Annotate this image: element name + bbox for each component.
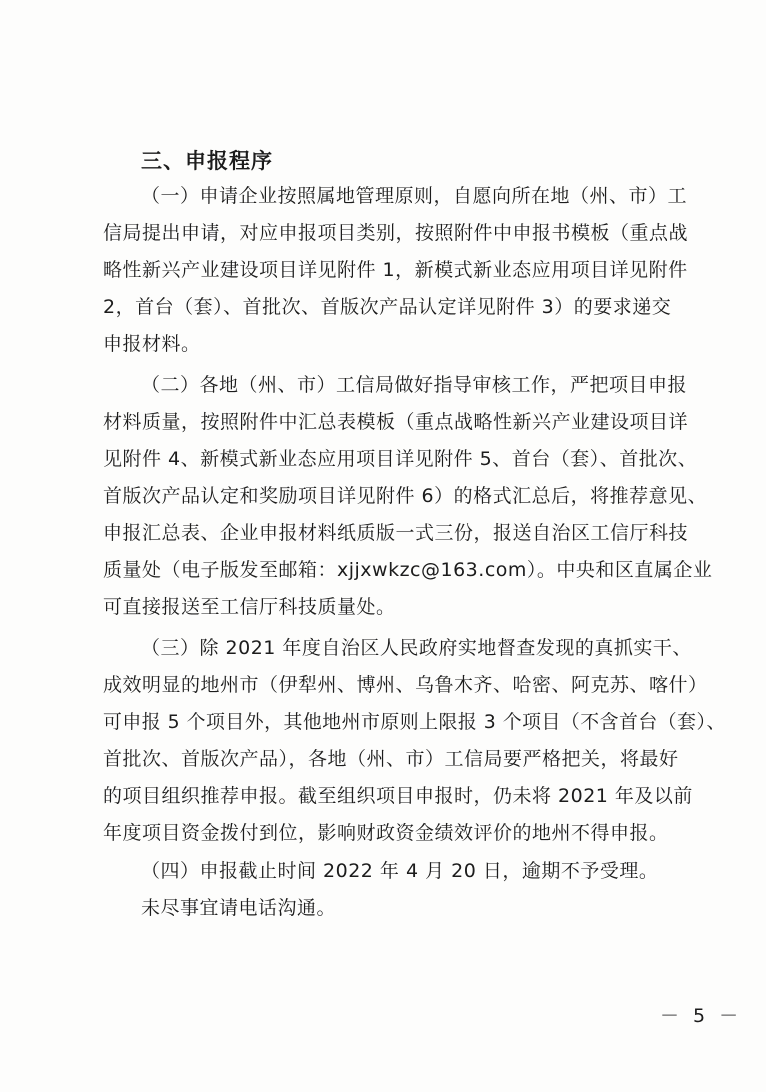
paragraph-1-line-3: 略性新兴产业建设项目详见附件 1，新模式新业态应用项目详见附件 (103, 259, 688, 281)
paragraph-2-line-5: 申报汇总表、企业申报材料纸质版一式三份，报送自治区工信厅科技 (103, 522, 689, 544)
paragraph-2-line-3: 见附件 4、新模式新业态应用项目详见附件 5、首台（套）、首批次、 (103, 448, 698, 470)
paragraph-3-line-5: 的项目组织推荐申报。截至组织项目申报时，仍未将 2021 年及以前 (103, 785, 693, 807)
paragraph-3-line-1: （三）除 2021 年度自治区人民政府实地督查发现的真抓实干、 (141, 637, 692, 659)
paragraph-3-line-2: 成效明显的地州市（伊犁州、博州、乌鲁木齐、哈密、阿克苏、喀什） (103, 674, 708, 696)
paragraph-1-line-1: （一）申请企业按照属地管理原则，自愿向所在地（州、市）工 (141, 185, 688, 207)
paragraph-2-line-6: 质量处（电子版发至邮箱：xjjxwkzc@163.com）。中央和区直属企业 (103, 559, 713, 581)
section-heading: 三、申报程序 (141, 149, 273, 173)
closing-note: 未尽事宜请电话沟通。 (141, 897, 337, 919)
paragraph-2-line-2: 材料质量，按照附件中汇总表模板（重点战略性新兴产业建设项目详 (103, 411, 689, 433)
page-number: － 5 － (660, 1005, 743, 1027)
paragraph-3-line-3: 可申报 5 个项目外，其他地州市原则上限报 3 个项目（不含首台（套）、 (103, 711, 726, 733)
paragraph-1-line-5: 申报材料。 (103, 333, 201, 355)
paragraph-2-line-7: 可直接报送至工信厅科技质量处。 (103, 596, 396, 618)
paragraph-3-line-6: 年度项目资金拨付到位，影响财政资金绩效评价的地州不得申报。 (103, 822, 669, 844)
paragraph-4-line-1: （四）申报截止时间 2022 年 4 月 20 日，逾期不予受理。 (141, 860, 659, 882)
paragraph-1-line-4: 2，首台（套）、首批次、首版次产品认定详见附件 3）的要求递交 (103, 296, 672, 318)
paragraph-1-line-2: 信局提出申请，对应申报项目类别，按照附件中申报书模板（重点战 (103, 222, 689, 244)
paragraph-3-line-4: 首批次、首版次产品），各地（州、市）工信局要严格把关，将最好 (103, 748, 679, 770)
paragraph-2-line-1: （二）各地（州、市）工信局做好指导审核工作，严把项目申报 (141, 374, 688, 396)
paragraph-2-line-4: 首版次产品认定和奖励项目详见附件 6）的格式汇总后，将推荐意见、 (103, 485, 708, 507)
